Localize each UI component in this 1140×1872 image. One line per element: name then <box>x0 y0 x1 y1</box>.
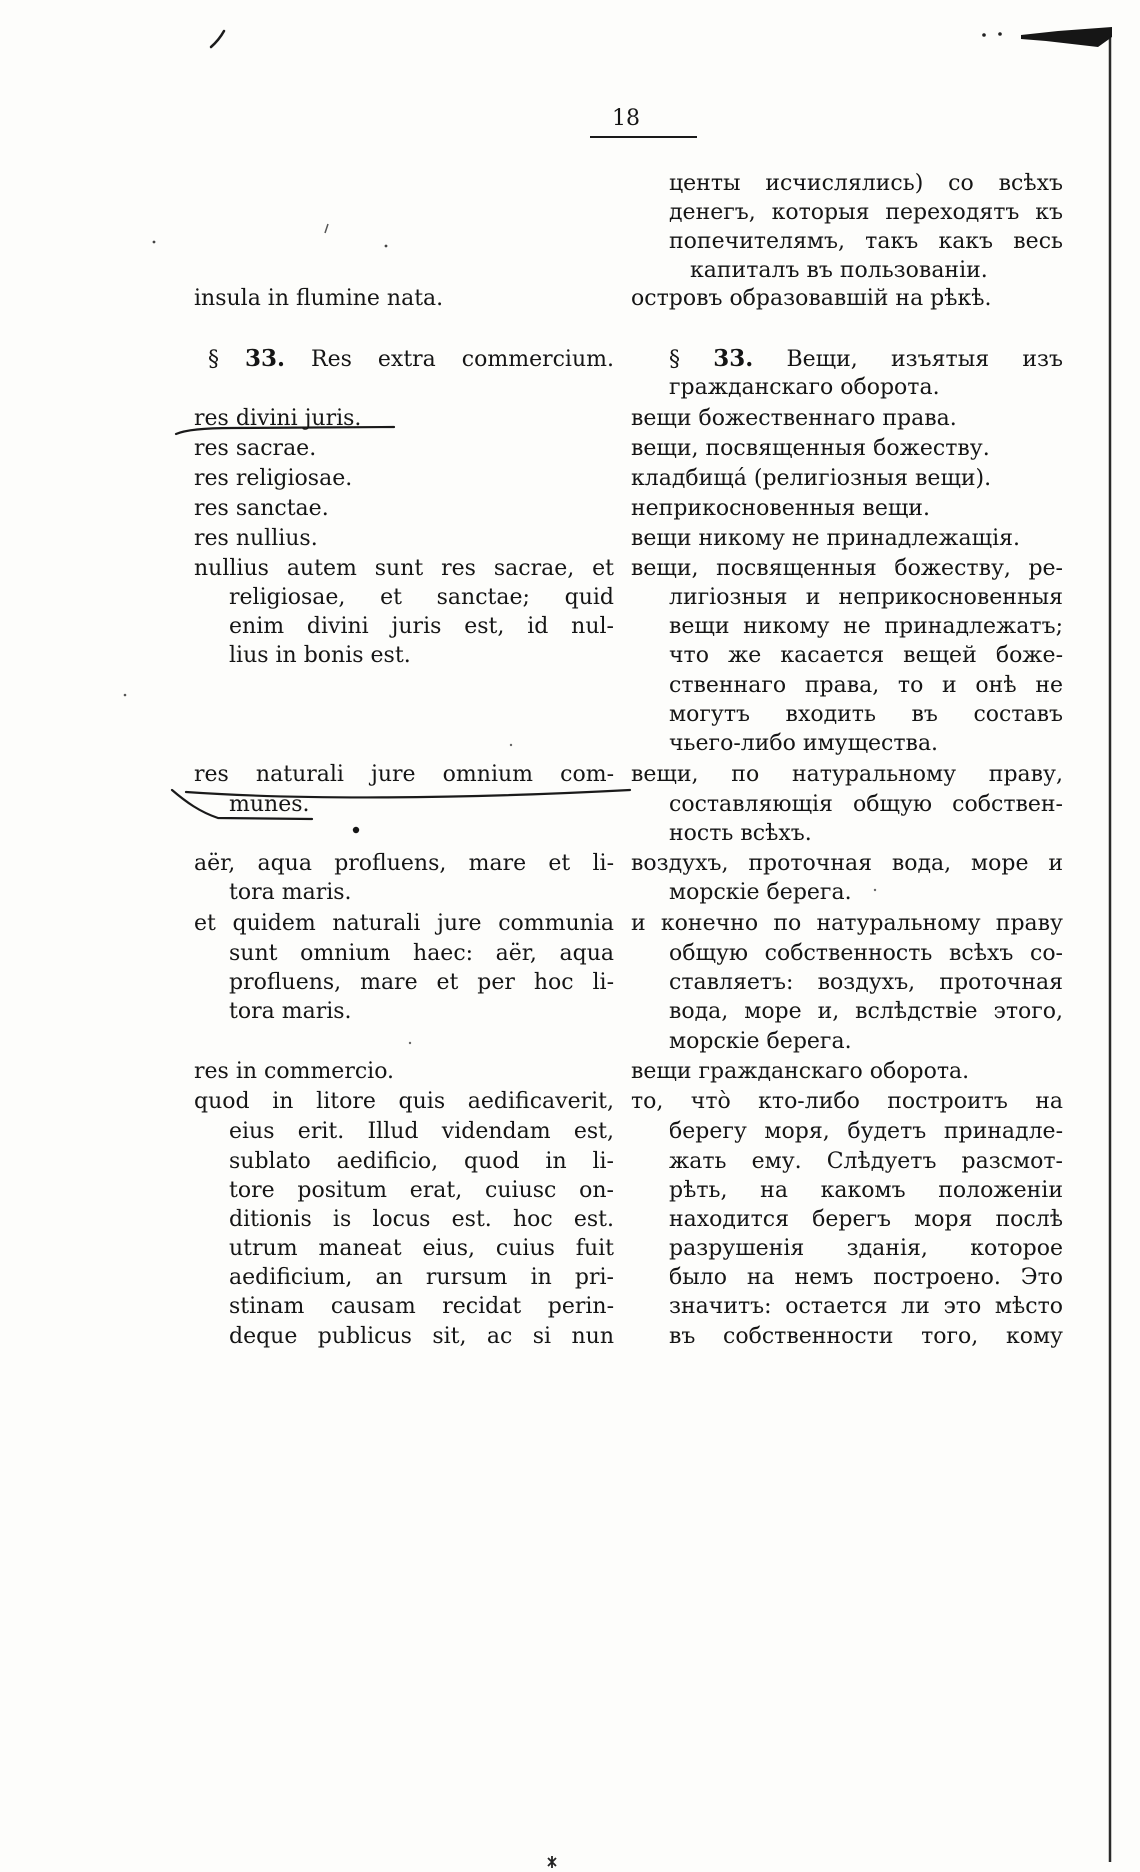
latin-line: insula in flumine nata. <box>194 286 444 311</box>
russian-line: морскіе берега. <box>669 1029 852 1054</box>
section-sign: § <box>669 347 680 372</box>
latin-term: res in commercio. <box>194 1059 395 1084</box>
russian-line: ставляетъ: воздухъ, проточная <box>669 970 1063 995</box>
section-heading-russian <box>669 344 1063 374</box>
russian-term: вещи, посвященныя божеству. <box>631 436 990 461</box>
ink-blot-top-right <box>1021 27 1112 47</box>
russian-line: берегу моря, будетъ принадле- <box>669 1119 1063 1144</box>
latin-line: ditionis is locus est. hoc est. <box>229 1207 614 1232</box>
ink-speck <box>325 224 328 233</box>
russian-line: то, чтò кто-либо построитъ на <box>631 1089 1063 1114</box>
russian-line: рѣть, на какомъ положеніи <box>669 1178 1063 1203</box>
latin-line: res naturali jure omnium com- <box>194 762 614 787</box>
latin-line: tore positum erat, cuiusc on- <box>229 1178 614 1203</box>
section-title-russian-cont: гражданскаго оборота. <box>669 375 940 400</box>
ink-dot <box>353 827 359 833</box>
russian-line: вещи никому не принадлежатъ; <box>669 614 1063 639</box>
russian-line: вещи, посвященныя божеству, ре- <box>631 556 1063 581</box>
latin-line: sublato aedificio, quod in li- <box>229 1149 614 1174</box>
russian-line: островъ образовавшій на рѣкѣ. <box>631 286 992 311</box>
russian-line: лигіозныя и неприкосновенныя <box>669 585 1063 610</box>
latin-line: aër, aqua profluens, mare et li- <box>194 851 614 876</box>
russian-line: въ собственности того, кому <box>669 1324 1063 1349</box>
russian-term: вещи божественнаго права. <box>631 406 957 431</box>
latin-line: utrum maneat eius, cuius fuit <box>229 1236 614 1261</box>
latin-line: religiosae, et sanctae; quid <box>229 585 614 610</box>
ink-speck <box>510 744 512 746</box>
russian-term: вещи никому не принадлежащія. <box>631 526 1021 551</box>
section-heading-latin <box>208 344 614 374</box>
ink-speck <box>998 32 1002 36</box>
russian-line: могутъ входить въ составъ <box>669 702 1063 727</box>
section-number: 33. <box>713 345 754 372</box>
section-sign: § <box>208 347 219 372</box>
latin-term: res sacrae. <box>194 436 317 461</box>
russian-line: общую собственность всѣхъ со- <box>669 941 1063 966</box>
russian-line: ность всѣхъ. <box>669 821 812 846</box>
ink-speck <box>385 245 388 248</box>
section-title-russian: Вещи, изъятыя изъ <box>786 347 1063 372</box>
latin-term: res nullius. <box>194 526 318 551</box>
russian-line: значитъ: остается ли это мѣсто <box>669 1294 1063 1319</box>
latin-line: profluens, mare et per hoc li- <box>229 970 614 995</box>
latin-line: enim divini juris est, id nul- <box>229 614 614 639</box>
ink-speck <box>982 33 986 37</box>
latin-line: nullius autem sunt res sacrae, et <box>194 556 614 581</box>
section-number: 33. <box>245 345 286 372</box>
latin-line: aedificium, an rursum in pri- <box>229 1265 614 1290</box>
latin-line: deque publicus sit, ac si nun <box>229 1324 614 1349</box>
pencil-tick-mark <box>211 31 224 47</box>
russian-line: капиталъ въ пользованіи. <box>690 258 988 283</box>
latin-term: res sanctae. <box>194 496 329 521</box>
ink-speck <box>153 241 156 244</box>
russian-line: чьего-либо имущества. <box>669 731 939 756</box>
russian-line: денегъ, которыя переходятъ къ <box>669 200 1063 225</box>
latin-line: tora maris. <box>229 880 352 905</box>
latin-line: lius in bonis est. <box>229 643 411 668</box>
russian-line: морскіе берега. <box>669 880 852 905</box>
russian-line: вещи, по натуральному праву, <box>631 762 1063 787</box>
ink-speck <box>409 1042 411 1044</box>
ink-mark-bottom <box>548 1856 556 1868</box>
russian-line: жать ему. Слѣдуетъ разсмот- <box>669 1149 1063 1174</box>
ink-speck <box>124 694 127 697</box>
russian-line: находится берегъ моря послѣ <box>669 1207 1063 1232</box>
latin-term: res divini juris. <box>194 406 362 431</box>
latin-line: munes. <box>229 792 310 817</box>
russian-term: вещи гражданскаго оборота. <box>631 1059 970 1084</box>
latin-line: sunt omnium haec: aër, aqua <box>229 941 614 966</box>
latin-line: eius erit. Illud videndam est, <box>229 1119 614 1144</box>
russian-line: что же касается вещей боже- <box>669 643 1063 668</box>
russian-line: разрушенія зданія, которое <box>669 1236 1063 1261</box>
russian-line: ственнаго права, то и онѣ не <box>669 673 1063 698</box>
russian-term: кладбищá (религіозныя вещи). <box>631 466 992 491</box>
section-title-latin: Res extra commercium. <box>311 347 614 372</box>
latin-term: res religiosae. <box>194 466 353 491</box>
russian-line: центы исчислялись) со всѣхъ <box>669 171 1063 196</box>
page-number: 18 <box>612 106 640 131</box>
latin-line: stinam causam recidat perin- <box>229 1294 614 1319</box>
latin-line: quod in litore quis aedificaverit, <box>194 1089 614 1114</box>
russian-term: неприкосновенныя вещи. <box>631 496 930 521</box>
russian-line: вода, море и, вслѣдствіе этого, <box>669 999 1063 1024</box>
russian-line: было на немъ построено. Это <box>669 1265 1063 1290</box>
latin-line: tora maris. <box>229 999 352 1024</box>
russian-line: составляющія общую собствен- <box>669 792 1063 817</box>
russian-line: и конечно по натуральному праву <box>631 911 1063 936</box>
russian-line: попечителямъ, такъ какъ весь <box>669 229 1063 254</box>
russian-line: воздухъ, проточная вода, море и <box>631 851 1063 876</box>
latin-line: et quidem naturali jure communia <box>194 911 614 936</box>
